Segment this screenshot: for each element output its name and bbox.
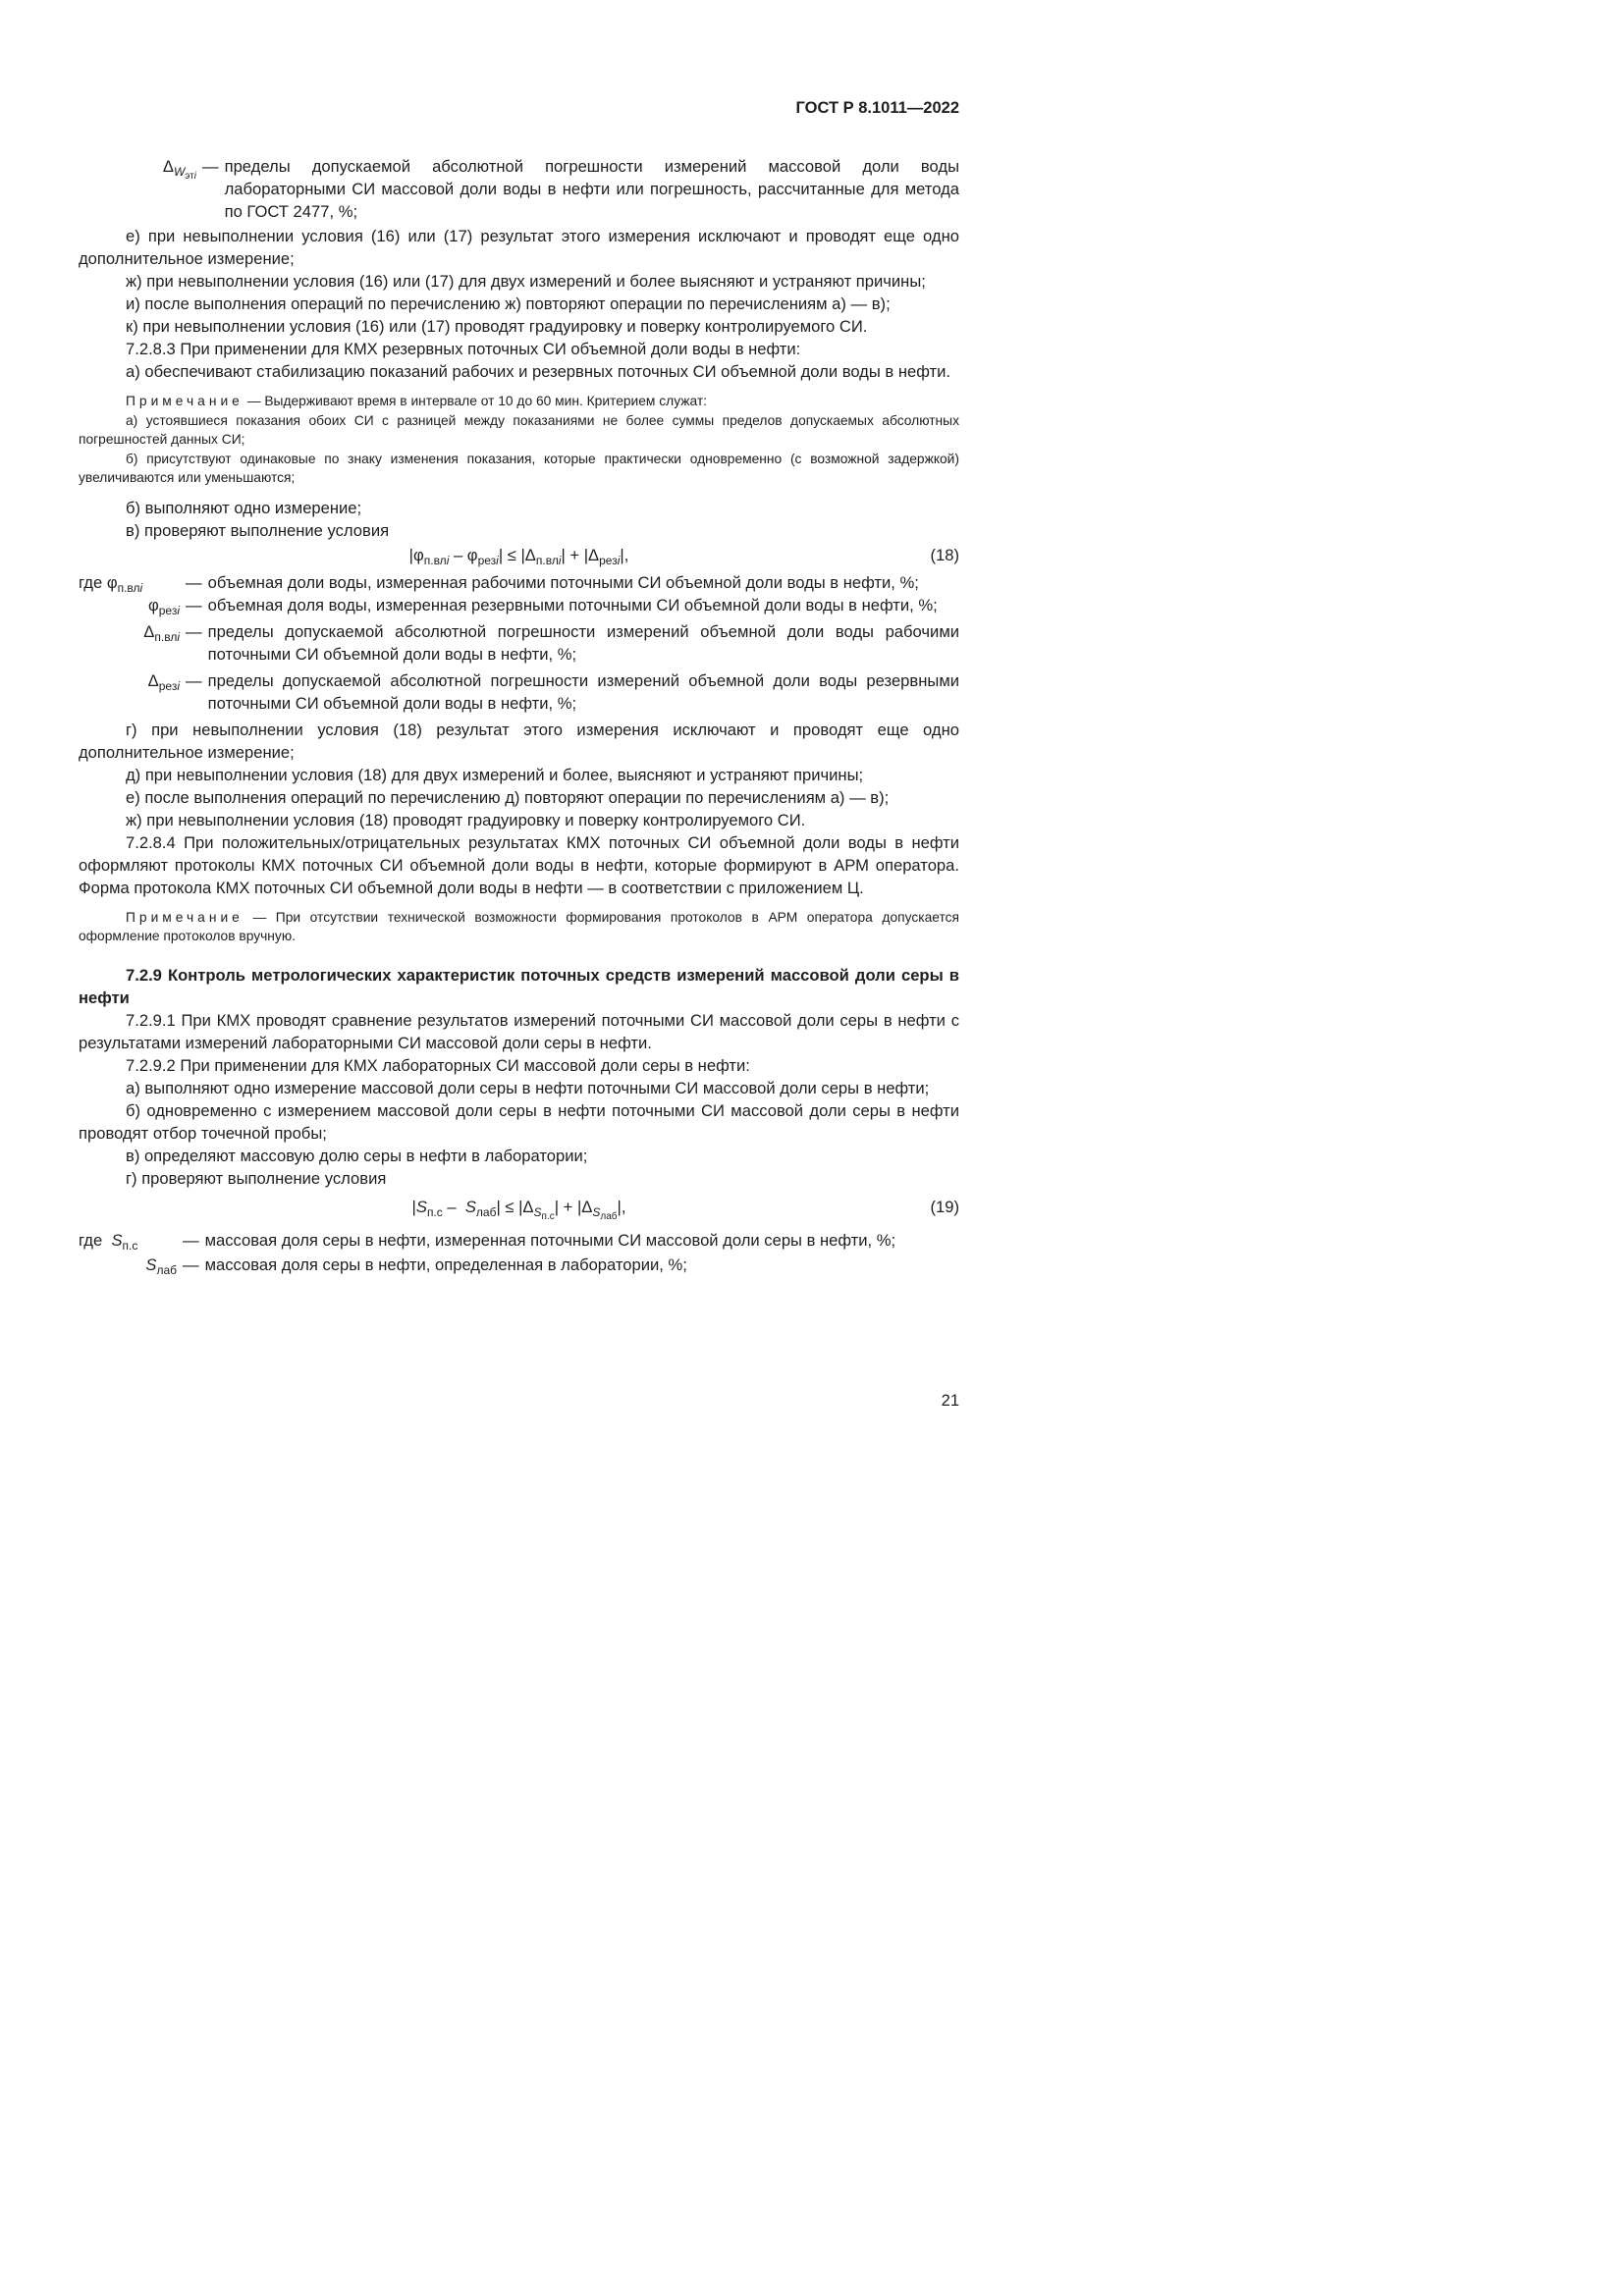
- note-label: Примечание: [126, 909, 244, 925]
- symbol-delta-w-eti: $\Delta_{W_{этi}}$: [162, 157, 196, 182]
- note-item-a: а) устоявшиеся показания обоих СИ с разницей между показаниями не более суммы пределов допускаемых абсолютных погрешностей данных СИ;: [79, 412, 959, 447]
- definition-text: пределы допускаемой абсолютной погрешности измерений массовой доли воды лабораторными СИ массовой доли воды в нефти или погрешность, рассчитанные для метода по ГОСТ 2477, %;: [224, 157, 959, 221]
- definition-text: массовая доля серы в нефти, определенная в лаборатории, %;: [204, 1255, 687, 1274]
- document-code: ГОСТ Р 8.1011—2022: [795, 99, 959, 117]
- item-b: б) выполняют одно измерение;: [126, 498, 362, 517]
- formula-19: [79, 1194, 959, 1227]
- item-a: а) обеспечивают стабилизацию показаний рабочих и резервных поточных СИ объемной доли воды в нефти.: [126, 362, 950, 381]
- note-block-1: [79, 392, 959, 488]
- item-v-sulfur: в) определяют массовую долю серы в нефти в лаборатории;: [126, 1146, 588, 1165]
- item-b-sulfur: б) одновременно с измерением массовой доли серы в нефти поточными СИ массовой доли серы в нефти проводят отбор точечной пробы;: [79, 1100, 959, 1143]
- item-e: е) при невыполнении условия (16) или (17) результат этого измерения исключают и проводят еще одно дополнительное измерение;: [79, 227, 959, 268]
- item-zh2: ж) при невыполнении условия (18) проводят градуировку и поверку контролируемого СИ.: [126, 810, 806, 829]
- definition-s-lab: $S_{лаб}$ — массовая доля серы в нефти, определенная в лаборатории, %;: [79, 1254, 959, 1276]
- item-zh: ж) при невыполнении условия (16) или (17) для двух измерений и более выясняют и устраняют причины;: [126, 272, 926, 291]
- definition-phi-rez: $\varphi_{резi}$ — объемная доля воды, измеренная резервными поточными СИ объемной доли воды в нефти, %;: [79, 594, 959, 616]
- item-g-sulfur: г) проверяют выполнение условия: [126, 1168, 387, 1188]
- item-d: д) при невыполнении условия (18) для двух измерений и более, выясняют и устраняют причины;: [126, 765, 864, 784]
- clause-7-2-8-4: 7.2.8.4 При положительных/отрицательных результатах КМХ поточных СИ объемной доли воды в нефти оформляют протоколы КМХ поточных СИ объемной доли воды в нефти, которые формируют в АРМ оператора. Форма протокола КМХ поточных СИ объемной доли воды в нефти — в соответствии с приложением Ц.: [79, 832, 959, 897]
- note-item-b: б) присутствуют одинаковые по знаку изменения показания, которые практически одновременно (с возможной задержкой) увеличиваются или уменьшаются;: [79, 451, 959, 485]
- item-e2: е) после выполнения операций по перечислению д) повторяют операции по перечислениям а) — в);: [126, 787, 890, 807]
- clause-7-2-9-1: 7.2.9.1 При КМХ проводят сравнение результатов измерений поточными СИ массовой доли серы в нефти с результатами измерений лабораторными СИ массовой доли серы в нефти.: [79, 1010, 959, 1052]
- clause-7-2-8-3: 7.2.8.3 При применении для КМХ резервных поточных СИ объемной доли воды в нефти:: [126, 340, 801, 358]
- note-label: Примечание: [126, 394, 244, 408]
- definition-text: пределы допускаемой абсолютной погрешности измерений объемной доли воды резервными поточными СИ объемной доли воды в нефти, %;: [207, 670, 959, 713]
- definition-delta-w-eti: $\Delta_{W_{этi}}$ — пределы допускаемой абсолютной погрешности измерений массовой доли воды лабораторными СИ массовой доли воды в нефти или погрешность, рассчитанные для метода по ГОСТ 2477, %;: [79, 155, 959, 223]
- definition-text: объемная доля воды, измеренная резервными поточными СИ объемной доли воды в нефти, %;: [207, 595, 938, 614]
- formula-19-number: (19): [930, 1197, 959, 1216]
- definition-phi-pvl: где $\varphi_{п.влi}$ — объемная доли воды, измеренная рабочими поточными СИ объемной доли воды в нефти, %;: [79, 571, 959, 594]
- definition-text: массовая доля серы в нефти, измеренная поточными СИ массовой доли серы в нефти, %;: [204, 1230, 896, 1250]
- formula-18-expression: $|\varphi_{п.влi} - \varphi_{резi}| \le |\Delta_{п.влi}| + |\Delta_{резi}|$,: [408, 545, 629, 567]
- formula-18: [79, 542, 959, 569]
- item-i: и) после выполнения операций по перечислению ж) повторяют операции по перечислениям а) — в);: [126, 294, 891, 313]
- note-text: — Выдерживают время в интервале от 10 до 60 мин. Критерием служат:: [246, 394, 707, 408]
- item-g: г) при невыполнении условия (18) результат этого измерения исключают и проводят еще одно дополнительное измерение;: [79, 720, 959, 762]
- note-block-2: [79, 908, 959, 946]
- definition-text: пределы допускаемой абсолютной погрешности измерений объемной доли воды рабочими поточными СИ объемной доли воды в нефти, %;: [207, 621, 959, 664]
- clause-7-2-9-2: 7.2.9.2 При применении для КМХ лабораторных СИ массовой доли серы в нефти:: [126, 1055, 750, 1075]
- definition-s-pc: где $S_{п.с}$ — массовая доля серы в нефти, измеренная поточными СИ массовой доли серы в нефти, %;: [79, 1229, 959, 1252]
- item-k: к) при невыполнении условия (16) или (17) проводят градуировку и поверку контролируемого СИ.: [126, 317, 868, 336]
- definition-delta-rez: $\Delta_{резi}$ — пределы допускаемой абсолютной погрешности измерений объемной доли воды резервными поточными СИ объемной доли воды в нефти, %;: [147, 670, 959, 713]
- definition-text: объемная доли воды, измеренная рабочими поточными СИ объемной доли воды в нефти, %;: [207, 572, 919, 592]
- item-a-sulfur: а) выполняют одно измерение массовой доли серы в нефти поточными СИ массовой доли серы в нефти;: [126, 1078, 930, 1097]
- where-label: где: [79, 572, 103, 592]
- section-heading-7-2-9: 7.2.9 Контроль метрологических характеристик поточных средств измерений массовой доли серы в нефти: [79, 965, 959, 1007]
- page-number: 21: [941, 1392, 959, 1410]
- note-text: — При отсутствии технической возможности формирования протоколов в АРМ оператора допускается оформление протоколов вручную.: [79, 909, 959, 943]
- where-label: где: [79, 1230, 103, 1250]
- item-v: в) проверяют выполнение условия: [126, 520, 390, 540]
- formula-18-number: (18): [930, 545, 959, 564]
- definition-delta-pvl: $\Delta_{п.влi}$ — пределы допускаемой абсолютной погрешности измерений объемной доли воды рабочими поточными СИ объемной доли воды в нефти, %;: [143, 621, 959, 664]
- page-content: [79, 155, 959, 1276]
- formula-19-expression: $|S_{п.с} - S_{лаб}| \le |\Delta_{S_{п.с}}| + |\Delta_{S_{лаб}}|$,: [411, 1197, 626, 1222]
